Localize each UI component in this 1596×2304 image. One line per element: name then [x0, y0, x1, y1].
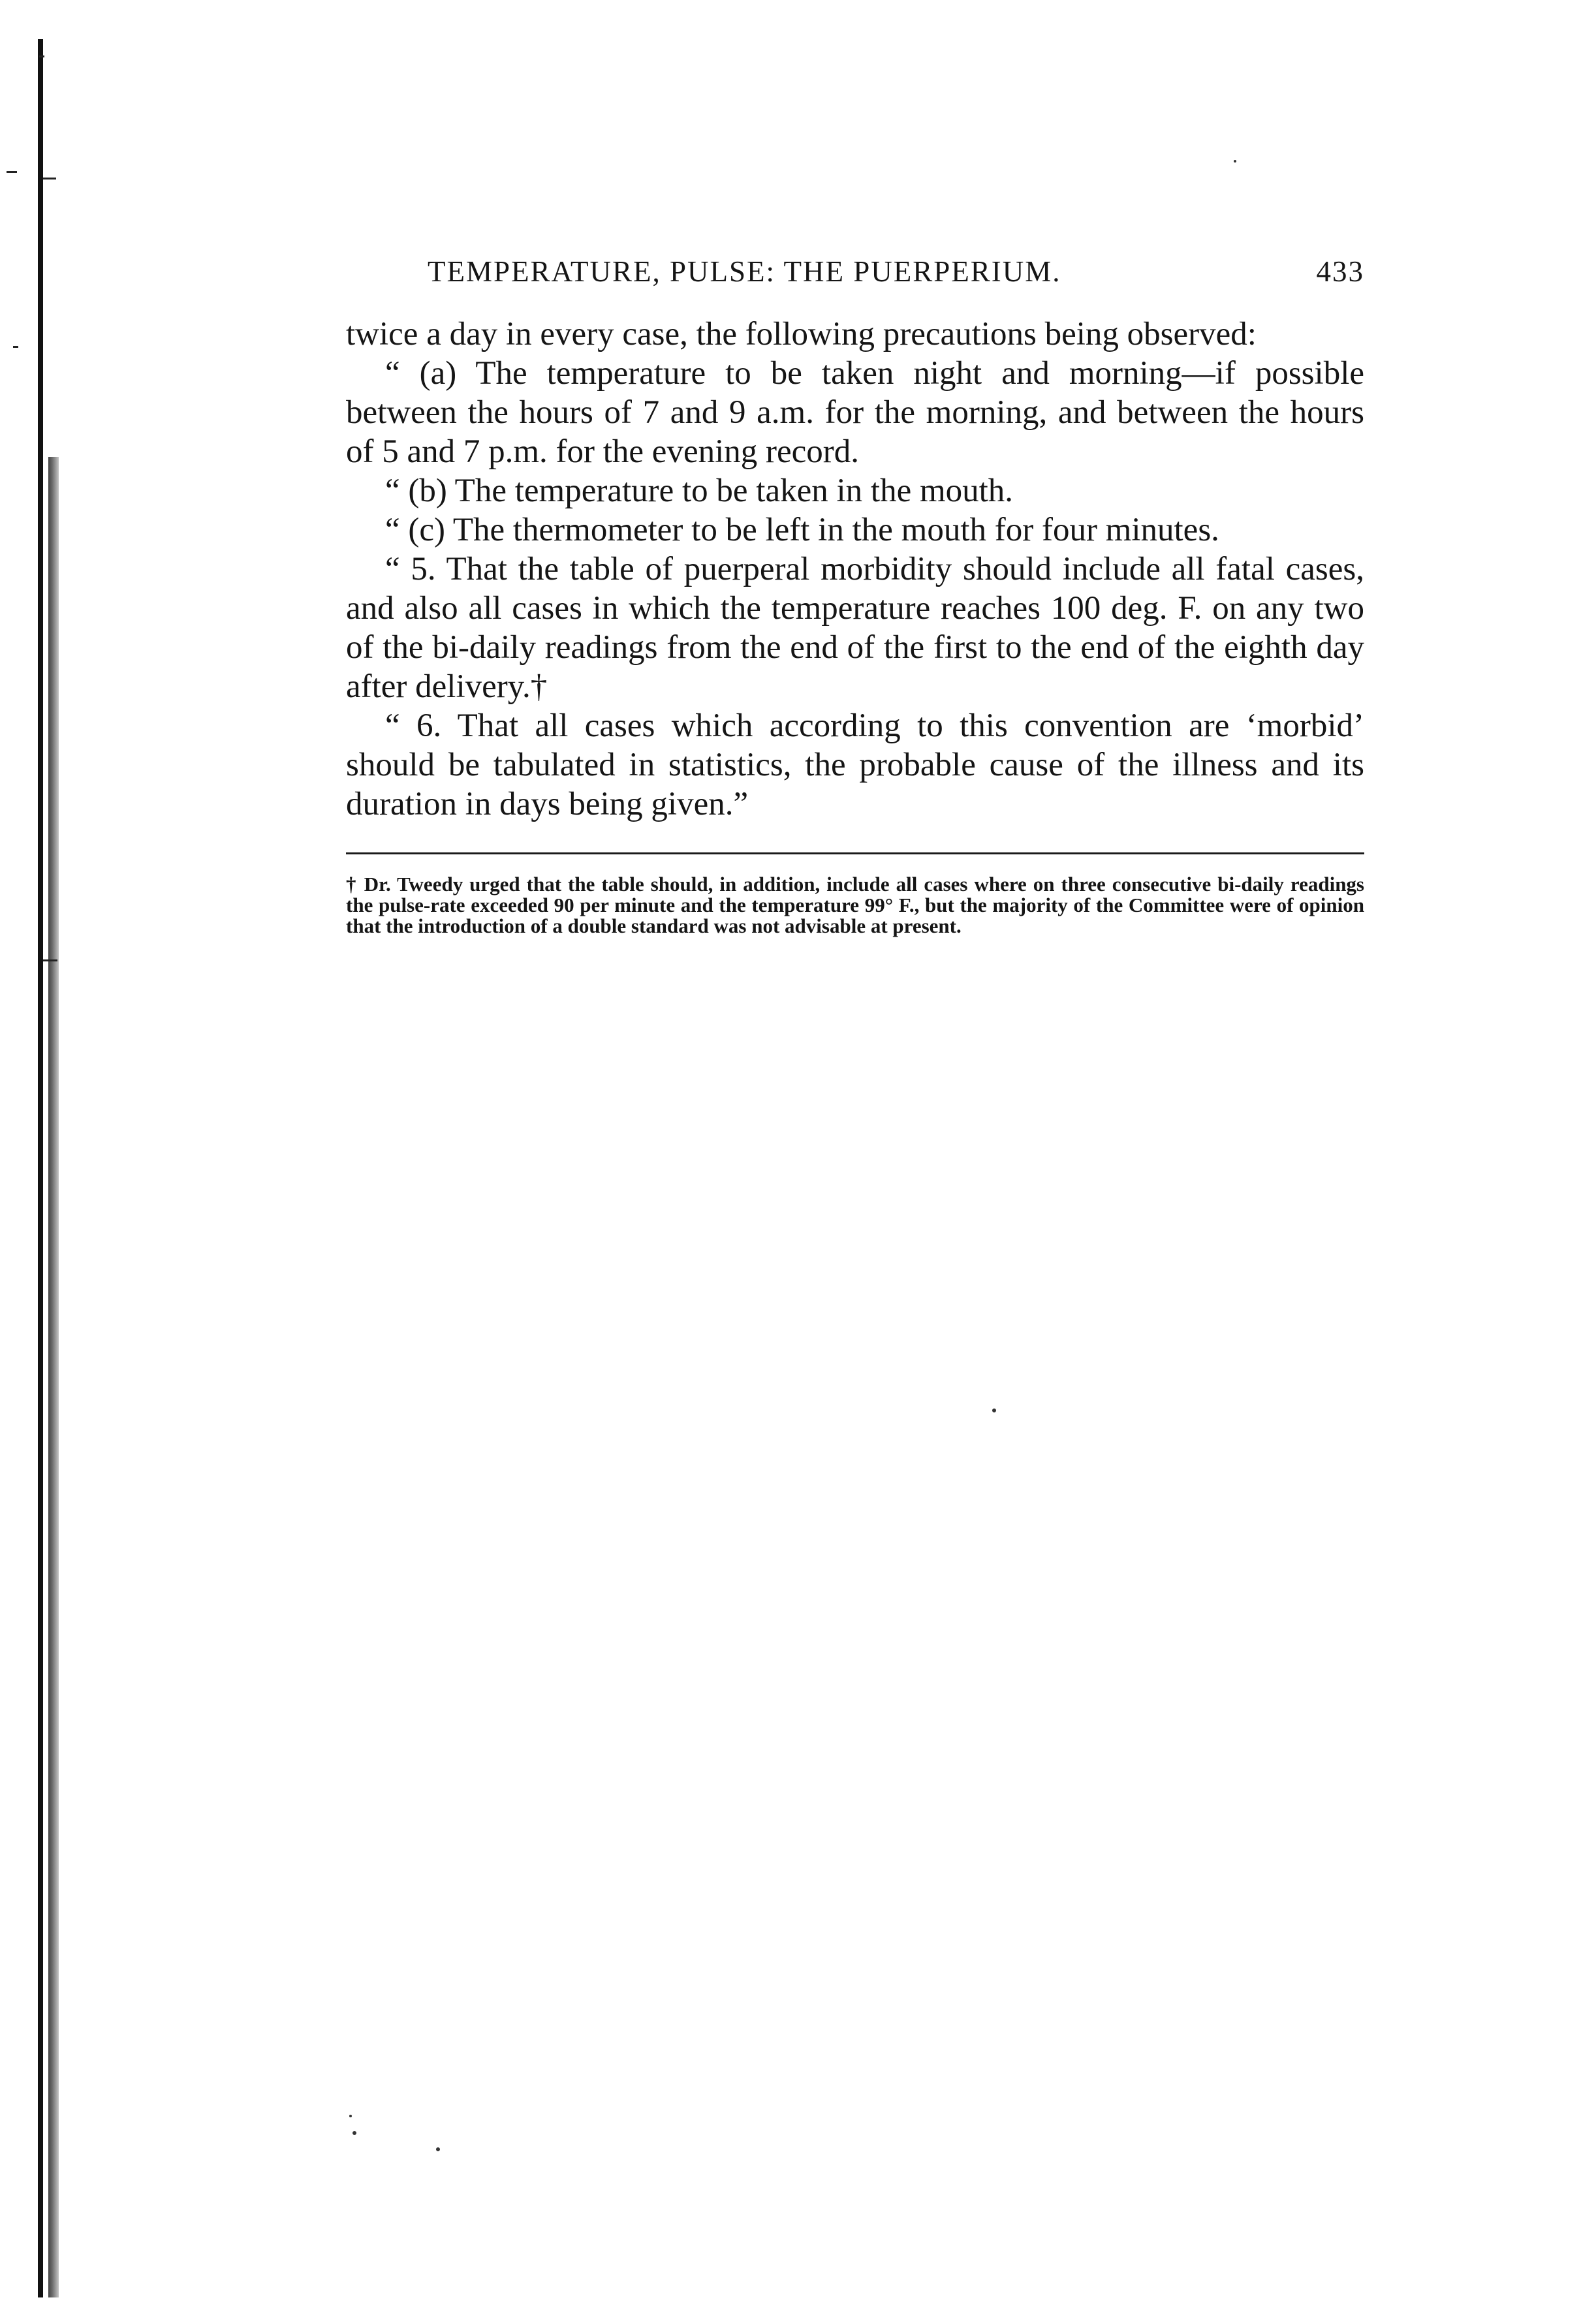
body-paragraph: “ (a) The temperature to be taken night and morning—if possible between the hours of 7 and 9 a.m. for the morning, and between the hours of 5 and 7 p.m. for the evening record. [346, 355, 1364, 470]
edge-mark [43, 178, 56, 179]
edge-mark [7, 171, 17, 173]
body-paragraph: “ (c) The thermometer to be left in the mouth for four minutes. [385, 512, 1219, 548]
scan-speck [352, 2131, 356, 2135]
edge-mark [43, 959, 57, 961]
edge-mark [39, 55, 44, 57]
body-paragraph: twice a day in every case, the following precautions being observed: [346, 316, 1257, 352]
page-content [346, 255, 1364, 937]
page-number: 433 [1316, 255, 1364, 288]
scan-speck [436, 2147, 440, 2151]
footnote: † Dr. Tweedy urged that the table should, in addition, include all cases where on three consecutive bi-daily readings the pulse-rate exceeded 90 per minute and the temperature 99° F., but the majority of the Committee were of opinion that the introduction of a double standard was not advisable at present. [346, 873, 1364, 937]
binding-gutter-shadow [48, 457, 59, 2297]
scan-speck [1234, 160, 1236, 163]
running-head-title: TEMPERATURE, PULSE: THE PUERPERIUM. [428, 255, 1061, 288]
binding-edge-shadow [38, 39, 43, 2297]
edge-mark [13, 346, 18, 348]
body-paragraph: “ 5. That the table of puerperal morbidity should include all fatal cases, and also all cases in which the temperature reaches 100 deg. F. on any two of the bi-daily readings from the end of the first to the end of the eighth day after delivery.† [346, 551, 1364, 705]
running-head [346, 255, 1364, 288]
scan-speck [992, 1409, 996, 1412]
footnote-rule [346, 852, 1364, 854]
scan-speck [349, 2115, 352, 2117]
body-paragraph: “ 6. That all cases which according to this convention are ‘morbid’ should be tabulated in statistics, the probable cause of the illness and its duration in days being given.” [346, 708, 1364, 822]
body-paragraph: “ (b) The temperature to be taken in the mouth. [385, 473, 1014, 509]
